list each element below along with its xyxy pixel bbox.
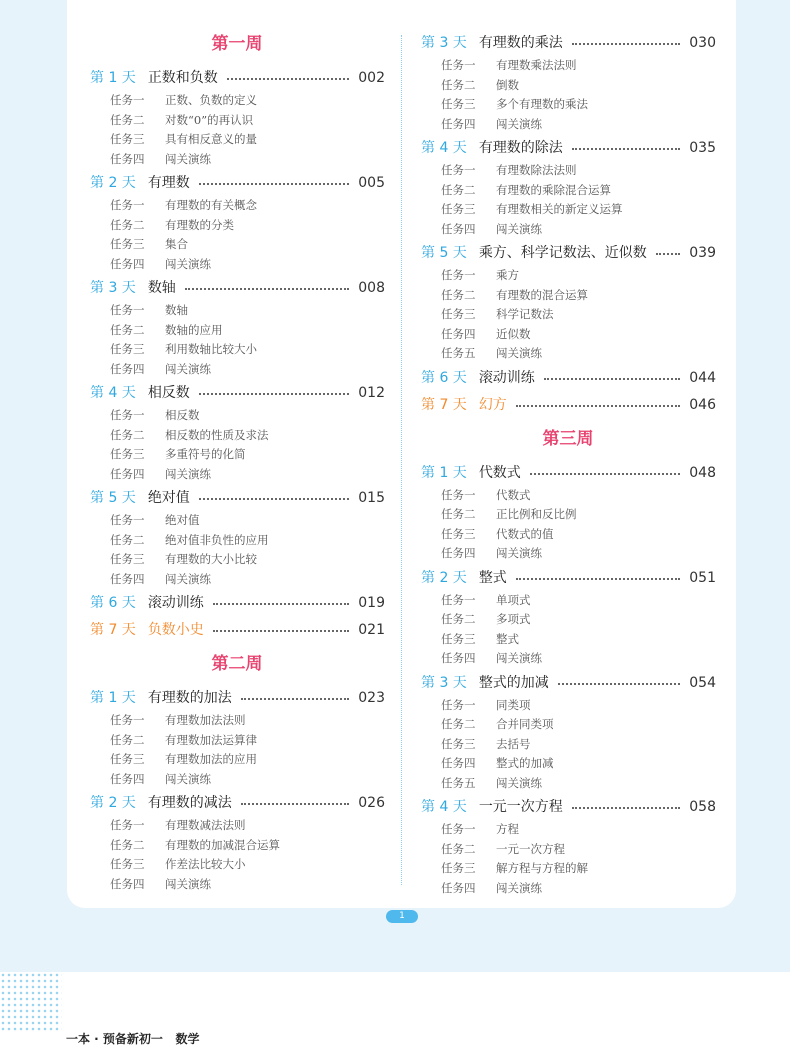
task-label: 任务二 [441, 287, 476, 302]
task-label: 任务三 [441, 202, 476, 216]
task-text: 闯关演练 [165, 361, 211, 376]
day-title: 绝对值 [147, 490, 190, 506]
page-reference: 054 [689, 674, 716, 691]
task-label: 任务三 [441, 307, 476, 321]
task-text: 绝对值非负性的应用 [165, 532, 269, 547]
toc-task-entry [110, 131, 380, 147]
toc-task-entry [441, 526, 711, 542]
day-title: 有理数的减法 [147, 795, 232, 811]
task-text: 闯关演练 [496, 546, 542, 560]
toc-day-entry[interactable] [418, 139, 716, 157]
toc-task-entry [441, 755, 711, 771]
task-label: 任务四 [441, 546, 476, 560]
day-number-label: 第 1 天 [90, 690, 136, 706]
task-text: 相反数 [165, 408, 200, 422]
toc-day-entry[interactable] [87, 794, 385, 812]
toc-task-entry [110, 466, 380, 482]
leader-dots [516, 578, 680, 580]
toc-day-entry[interactable] [87, 69, 385, 87]
leader-dots [227, 78, 349, 80]
leader-dots [572, 148, 680, 150]
task-text: 闯关演练 [496, 880, 542, 895]
page-reference: 046 [689, 396, 716, 413]
page-reference: 030 [689, 35, 716, 51]
toc-day-entry[interactable] [87, 279, 385, 297]
task-label: 任务四 [441, 221, 476, 236]
toc-right-column [418, 0, 718, 900]
day-number-label: 第 2 天 [90, 795, 136, 811]
task-text: 闯关演练 [496, 346, 542, 360]
task-text: 有理数的加减混合运算 [165, 837, 280, 852]
toc-left-column [87, 0, 387, 900]
day-title: 相反数 [147, 385, 190, 401]
day-number-label: 第 5 天 [421, 245, 467, 261]
task-text: 具有相反意义的量 [165, 132, 257, 146]
task-text: 正比例和反比例 [496, 507, 577, 521]
task-text: 对数“0”的再认识 [165, 112, 254, 127]
toc-task-entry [441, 592, 711, 608]
toc-task-entry [441, 221, 711, 237]
task-text: 有理数除法法则 [496, 163, 577, 177]
task-label: 任务一 [110, 818, 145, 832]
task-label: 任务四 [441, 326, 476, 341]
leader-dots [656, 253, 680, 255]
day-title: 有理数的除法 [478, 140, 563, 156]
leader-dots [199, 183, 349, 185]
toc-task-entry [110, 817, 380, 833]
task-text: 同类项 [496, 697, 531, 712]
toc-task-entry [110, 112, 380, 128]
day-number-label: 第 4 天 [421, 799, 467, 815]
task-text: 乘方 [496, 268, 519, 282]
task-text: 多重符号的化简 [165, 447, 246, 461]
task-text: 闯关演练 [496, 116, 542, 131]
toc-task-entry [441, 162, 711, 178]
toc-task-entry [441, 650, 711, 666]
toc-task-entry [110, 322, 380, 338]
toc-task-entry [110, 361, 380, 377]
page-reference: 019 [358, 595, 385, 611]
page-reference: 005 [358, 175, 385, 191]
task-text: 有理数的大小比较 [165, 552, 257, 566]
page-reference: 023 [358, 690, 385, 706]
toc-task-entry [441, 631, 711, 647]
page-reference: 051 [689, 569, 716, 586]
toc-day-entry[interactable] [418, 244, 716, 262]
day-title: 整式的加减 [478, 674, 549, 691]
week-heading: 第一周 [211, 34, 263, 54]
task-text: 绝对值 [165, 513, 200, 527]
task-label: 任务一 [110, 408, 145, 422]
task-label: 任务二 [110, 217, 145, 232]
task-label: 任务一 [441, 487, 476, 502]
toc-day-entry[interactable] [87, 489, 385, 507]
toc-task-entry [441, 96, 711, 112]
task-text: 数轴 [165, 303, 188, 317]
task-label: 任务一 [441, 697, 476, 712]
toc-day-entry[interactable] [87, 621, 385, 639]
toc-task-entry [441, 775, 711, 791]
task-text: 闯关演练 [496, 221, 542, 236]
leader-dots [516, 405, 680, 407]
footer-subject: 数学 [175, 1032, 200, 1046]
task-label: 任务一 [441, 268, 476, 282]
task-text: 相反数的性质及求法 [165, 427, 269, 442]
task-text: 多项式 [496, 612, 531, 626]
leader-dots [241, 803, 349, 805]
page-reference: 039 [689, 245, 716, 261]
task-label: 任务一 [110, 513, 145, 527]
task-label: 任务三 [110, 132, 145, 146]
day-number-label: 第 2 天 [421, 569, 467, 586]
task-label: 任务五 [441, 775, 476, 790]
day-number-label: 第 3 天 [421, 35, 467, 51]
page-reference: 002 [358, 70, 385, 86]
task-text: 闯关演练 [165, 466, 211, 481]
toc-task-entry [110, 256, 380, 272]
toc-day-entry[interactable] [418, 464, 716, 482]
footer-book-title [66, 1030, 199, 1047]
task-text: 科学记数法 [496, 307, 554, 321]
toc-task-entry [441, 326, 711, 342]
task-text: 方程 [496, 822, 519, 836]
task-text: 去括号 [496, 736, 531, 751]
task-text: 有理数加法运算律 [165, 732, 257, 747]
toc-day-entry[interactable] [87, 594, 385, 612]
toc-task-entry [110, 771, 380, 787]
task-label: 任务二 [441, 182, 476, 197]
task-text: 有理数加法的应用 [165, 752, 257, 766]
toc-day-entry[interactable] [418, 396, 716, 414]
toc-day-entry[interactable] [87, 384, 385, 402]
toc-task-entry [441, 841, 711, 857]
task-text: 有理数的有关概念 [165, 198, 257, 212]
task-text: 利用数轴比较大小 [165, 342, 257, 356]
day-title: 正数和负数 [147, 70, 218, 86]
toc-task-entry [441, 487, 711, 503]
task-label: 任务四 [110, 361, 145, 376]
day-number-label: 第 7 天 [421, 396, 467, 413]
page-reference: 035 [689, 140, 716, 156]
day-title: 一元一次方程 [478, 799, 563, 815]
task-text: 有理数加法法则 [165, 713, 246, 727]
toc-task-entry [441, 182, 711, 198]
task-text: 闯关演练 [496, 651, 542, 665]
task-label: 任务四 [110, 466, 145, 481]
toc-day-entry[interactable] [418, 34, 716, 52]
day-number-label: 第 6 天 [421, 369, 467, 386]
task-text: 倒数 [496, 77, 519, 92]
toc-task-entry [110, 236, 380, 252]
task-text: 闯关演练 [165, 876, 211, 891]
day-number-label: 第 6 天 [90, 595, 136, 611]
task-label: 任务三 [441, 97, 476, 111]
leader-dots [213, 630, 349, 632]
toc-task-entry [110, 532, 380, 548]
task-text: 有理数的乘除混合运算 [496, 182, 611, 197]
day-title: 整式 [478, 569, 507, 586]
toc-task-entry [110, 92, 380, 108]
day-number-label: 第 2 天 [90, 175, 136, 191]
toc-task-entry [441, 736, 711, 752]
task-label: 任务四 [110, 571, 145, 586]
leader-dots [544, 378, 680, 380]
task-label: 任务四 [110, 876, 145, 891]
day-title: 滚动训练 [478, 369, 535, 386]
toc-task-entry [441, 306, 711, 322]
toc-task-entry [110, 712, 380, 728]
task-text: 整式的加减 [496, 756, 554, 770]
leader-dots [572, 807, 680, 809]
week-heading: 第三周 [542, 428, 594, 449]
task-label: 任务一 [110, 303, 145, 317]
task-text: 多个有理数的乘法 [496, 97, 588, 111]
task-label: 任务三 [441, 631, 476, 646]
task-text: 有理数相关的新定义运算 [496, 202, 623, 216]
page-reference: 008 [358, 280, 385, 296]
toc-day-entry[interactable] [418, 569, 716, 587]
toc-day-entry[interactable] [418, 674, 716, 692]
task-text: 解方程与方程的解 [496, 861, 588, 875]
task-text: 代数式 [496, 487, 531, 502]
leader-dots [185, 288, 349, 290]
task-label: 任务二 [110, 837, 145, 852]
day-title: 有理数的加法 [147, 690, 232, 706]
toc-task-entry [441, 716, 711, 732]
task-text: 有理数减法法则 [165, 818, 246, 832]
toc-task-entry [110, 446, 380, 462]
toc-task-entry [441, 545, 711, 561]
toc-task-entry [441, 611, 711, 627]
task-label: 任务二 [441, 612, 476, 626]
day-number-label: 第 7 天 [90, 622, 136, 638]
toc-task-entry [441, 697, 711, 713]
task-text: 整式 [496, 631, 519, 646]
toc-task-entry [110, 751, 380, 767]
toc-task-entry [110, 876, 380, 892]
page-number-badge: 1 [386, 910, 418, 923]
day-number-label: 第 1 天 [90, 70, 136, 86]
toc-task-entry [110, 732, 380, 748]
task-label: 任务三 [441, 526, 476, 541]
task-label: 任务一 [441, 822, 476, 836]
toc-day-entry[interactable] [418, 369, 716, 387]
task-label: 任务一 [110, 198, 145, 212]
toc-task-entry [110, 837, 380, 853]
page-reference: 044 [689, 369, 716, 386]
task-text: 闯关演练 [496, 775, 542, 790]
toc-task-entry [441, 287, 711, 303]
task-label: 任务二 [110, 532, 145, 547]
task-label: 任务一 [441, 163, 476, 177]
toc-day-entry[interactable] [87, 174, 385, 192]
footer-book: 一本 · 预备新初一 [66, 1032, 163, 1046]
week-heading: 第二周 [211, 654, 263, 674]
task-text: 有理数的混合运算 [496, 287, 588, 302]
task-label: 任务四 [110, 256, 145, 271]
toc-task-entry [441, 57, 711, 73]
task-text: 闯关演练 [165, 151, 211, 166]
leader-dots [199, 498, 349, 500]
toc-task-entry [441, 880, 711, 896]
toc-task-entry [441, 267, 711, 283]
leader-dots [572, 43, 680, 45]
task-label: 任务三 [110, 857, 145, 871]
task-label: 任务二 [110, 322, 145, 337]
task-text: 闯关演练 [165, 771, 211, 786]
page-reference: 012 [358, 385, 385, 401]
task-label: 任务三 [441, 736, 476, 751]
task-label: 任务一 [110, 713, 145, 727]
toc-task-entry [110, 856, 380, 872]
task-label: 任务三 [110, 752, 145, 766]
day-title: 代数式 [478, 464, 521, 481]
toc-task-entry [441, 506, 711, 522]
task-label: 任务二 [441, 77, 476, 92]
toc-task-entry [441, 345, 711, 361]
task-text: 闯关演练 [165, 256, 211, 271]
task-label: 任务二 [110, 732, 145, 747]
task-text: 一元一次方程 [496, 841, 565, 856]
toc-task-entry [110, 427, 380, 443]
task-label: 任务四 [441, 880, 476, 895]
task-label: 任务四 [441, 651, 476, 665]
day-number-label: 第 3 天 [90, 280, 136, 296]
toc-task-entry [110, 407, 380, 423]
task-label: 任务三 [110, 447, 145, 461]
day-title: 滚动训练 [147, 595, 204, 611]
task-text: 有理数乘法法则 [496, 58, 577, 72]
task-text: 有理数的分类 [165, 217, 234, 232]
toc-task-entry [110, 512, 380, 528]
toc-task-entry [441, 821, 711, 837]
toc-task-entry [110, 217, 380, 233]
leader-dots [213, 603, 349, 605]
task-text: 数轴的应用 [165, 322, 223, 337]
task-text: 近似数 [496, 326, 531, 341]
toc-task-entry [110, 341, 380, 357]
task-label: 任务四 [110, 771, 145, 786]
day-number-label: 第 1 天 [421, 464, 467, 481]
day-number-label: 第 5 天 [90, 490, 136, 506]
task-text: 闯关演练 [165, 571, 211, 586]
task-label: 任务五 [441, 346, 476, 360]
task-label: 任务三 [110, 342, 145, 356]
task-label: 任务四 [441, 116, 476, 131]
day-title: 有理数的乘法 [478, 35, 563, 51]
toc-task-entry [110, 551, 380, 567]
toc-task-entry [110, 571, 380, 587]
task-text: 作差法比较大小 [165, 857, 246, 871]
toc-task-entry [110, 302, 380, 318]
task-label: 任务四 [441, 756, 476, 770]
task-label: 任务一 [110, 93, 145, 107]
page-reference: 021 [358, 622, 385, 638]
day-title: 有理数 [147, 175, 190, 191]
leader-dots [558, 683, 680, 685]
toc-task-entry [110, 151, 380, 167]
day-title: 数轴 [147, 280, 176, 296]
day-number-label: 第 3 天 [421, 674, 467, 691]
toc-task-entry [441, 116, 711, 132]
task-text: 代数式的值 [496, 526, 554, 541]
day-title: 幻方 [478, 396, 507, 413]
task-label: 任务二 [110, 427, 145, 442]
task-label: 任务三 [110, 552, 145, 566]
page-reference: 058 [689, 799, 716, 815]
toc-task-entry [110, 197, 380, 213]
column-divider [401, 35, 402, 885]
toc-task-entry [441, 77, 711, 93]
toc-day-entry[interactable] [87, 689, 385, 707]
page-reference: 015 [358, 490, 385, 506]
task-label: 任务一 [441, 592, 476, 607]
task-text: 单项式 [496, 592, 531, 607]
task-text: 合并同类项 [496, 717, 554, 731]
task-label: 任务二 [441, 717, 476, 731]
day-title: 负数小史 [147, 622, 204, 638]
page-reference: 048 [689, 464, 716, 481]
toc-task-entry [441, 201, 711, 217]
footer-dot-pattern [0, 972, 62, 1032]
task-label: 任务一 [441, 58, 476, 72]
day-title: 乘方、科学记数法、近似数 [478, 245, 647, 261]
leader-dots [241, 698, 349, 700]
task-label: 任务三 [441, 861, 476, 875]
task-label: 任务二 [441, 507, 476, 521]
page-reference: 026 [358, 795, 385, 811]
task-text: 正数、负数的定义 [165, 93, 257, 107]
task-text: 集合 [165, 237, 188, 251]
task-label: 任务四 [110, 151, 145, 166]
day-number-label: 第 4 天 [421, 140, 467, 156]
task-label: 任务二 [110, 112, 145, 127]
task-label: 任务二 [441, 841, 476, 856]
toc-task-entry [441, 860, 711, 876]
leader-dots [199, 393, 349, 395]
day-number-label: 第 4 天 [90, 385, 136, 401]
leader-dots [530, 473, 680, 475]
toc-day-entry[interactable] [418, 798, 716, 816]
task-label: 任务三 [110, 237, 145, 251]
